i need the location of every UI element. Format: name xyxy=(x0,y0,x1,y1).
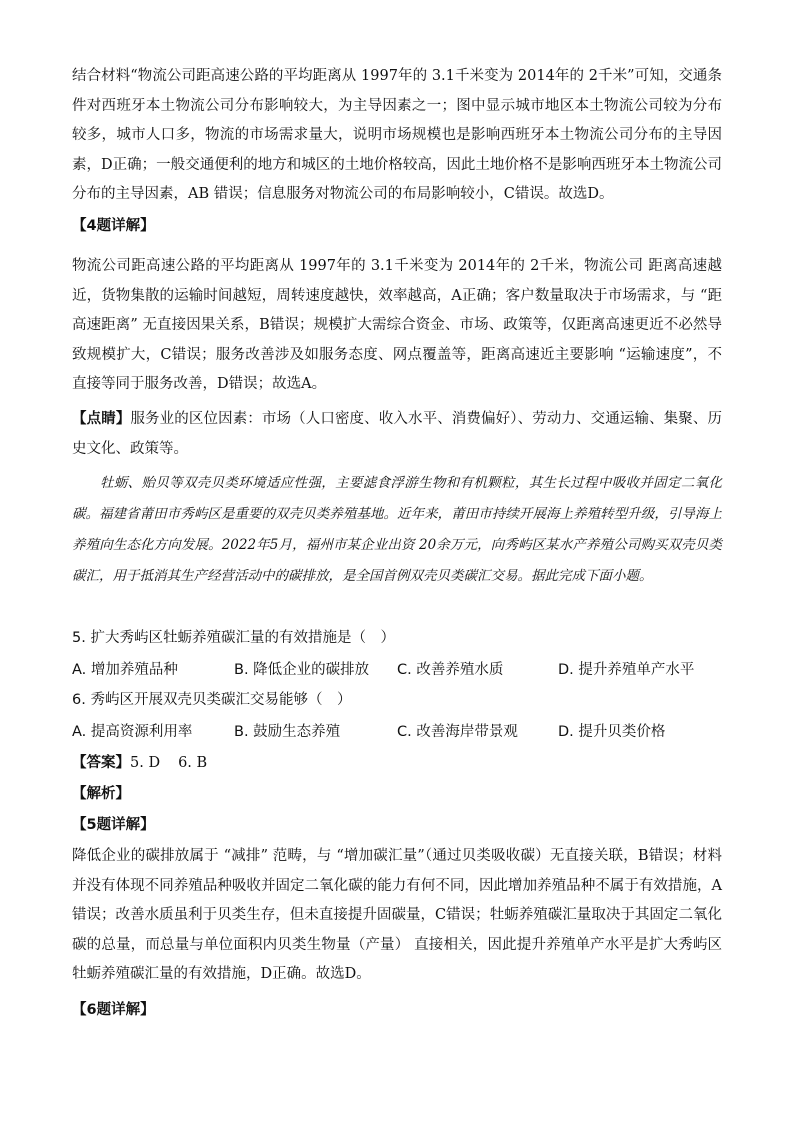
explanation-paragraph-q3: 结合材料“物流公司距高速公路的平均距离从 1997年的 3.1千米变为 2014年的 2千米”可知，交通条件对西班牙本土物流公司分布影响较大，为主导因素之一；图中显示城市地区本土物流公司较为分布较多，城市人口多，物流的市场需求量大，说明市场规模也是影响西班牙本土物流公司分布的主导因素，D正确；一般交通便利的地方和城区的土地价格较高，因此土地价格不是影响西班牙本土物流公司分布的主导因素，AB 错误；信息服务对物流公司的布局影响较小，C错误。故选D。 xyxy=(72,68,722,202)
question-5-option-c: C. 改善养殖水质 xyxy=(397,662,504,678)
question-6-option-a: A. 提高资源利用率 xyxy=(72,724,193,740)
analysis-heading: 【解析】 xyxy=(72,786,130,802)
answer-5: 5. D xyxy=(130,755,161,771)
explanation-paragraph-q4: 物流公司距高速公路的平均距离从 1997年的 3.1千米变为 2014年的 2千米，物流公司 距离高速越近，货物集散的运输时间越短，周转速度越快，效率越高，A正确；客户数量取决于市场需求，与 “距高速距离” 无直接因果关系，B错误；规模扩大需综合资金、市场、政策等，仅距离高速更近不必然导致规模扩大，C错误；服务改善涉及如服务态度、网点覆盖等，距离高速近主要影响 “运输速度”，不直接等同于服务改善，D错误；故选A。 xyxy=(72,258,722,392)
question-5-option-a: A. 增加养殖品种 xyxy=(72,662,178,678)
q5-detail-heading: 【5题详解】 xyxy=(72,817,155,833)
answer-line xyxy=(72,753,207,773)
question-6-option-c: C. 改善海岸带景观 xyxy=(397,724,518,740)
answer-6: 6. B xyxy=(178,755,208,771)
question-6-option-d: D. 提升贝类价格 xyxy=(558,724,666,740)
tip-label: 【点睛】 xyxy=(72,411,131,427)
explanation-paragraph-q5: 降低企业的碳排放属于 “减排” 范畴，与 “增加碳汇量”（通过贝类吸收碳）无直接关联，B错误；材料并没有体现不同养殖品种吸收并固定二氧化碳的能力有何不同，因此增加养殖品种不属于有效措施，A错误；改善水质虽利于贝类生存，但未直接提升固碳量，C错误；牡蛎养殖碳汇量取决于其固定二氧化碳的总量，而总量与单位面积内贝类生物量（产量） 直接相关，因此提升养殖单产水平是扩大秀屿区牡蛎养殖碳汇量的有效措施，D正确。故选D。 xyxy=(72,848,722,982)
reading-passage: 牡蛎、贻贝等双壳贝类环境适应性强，主要滤食浮游生物和有机颗粒，其生长过程中吸收并固定二氧化碳。福建省莆田市秀屿区是重要的双壳贝类养殖基地。近年来，莆田市持续开展海上养殖转型升级，引导海上养殖向生态化方向发展。2022年5月，福州市某企业出资 20余万元，向秀屿区某水产养殖公司购买双壳贝类碳汇，用于抵消其生产经营活动中的碳排放，是全国首例双壳贝类碳汇交易。据此完成下面小题。 xyxy=(72,475,722,584)
question-5-stem: 5. 扩大秀屿区牡蛎养殖碳汇量的有效措施是（ ） xyxy=(72,630,395,646)
q4-detail-heading: 【4题详解】 xyxy=(72,218,155,234)
answer-label: 【答案】 xyxy=(72,755,130,771)
tip-paragraph xyxy=(72,405,722,464)
q6-detail-heading: 【6题详解】 xyxy=(72,1002,155,1018)
question-5-option-b: B. 降低企业的碳排放 xyxy=(234,662,370,678)
question-5-option-d: D. 提升养殖单产水平 xyxy=(558,662,695,678)
tip-text: 服务业的区位因素：市场（人口密度、收入水平、消费偏好）、劳动力、交通运输、集聚、历史文化、政策等。 xyxy=(72,411,723,457)
question-6-option-b: B. 鼓励生态养殖 xyxy=(234,724,341,740)
question-6-stem: 6. 秀屿区开展双壳贝类碳汇交易能够（ ） xyxy=(72,692,352,708)
